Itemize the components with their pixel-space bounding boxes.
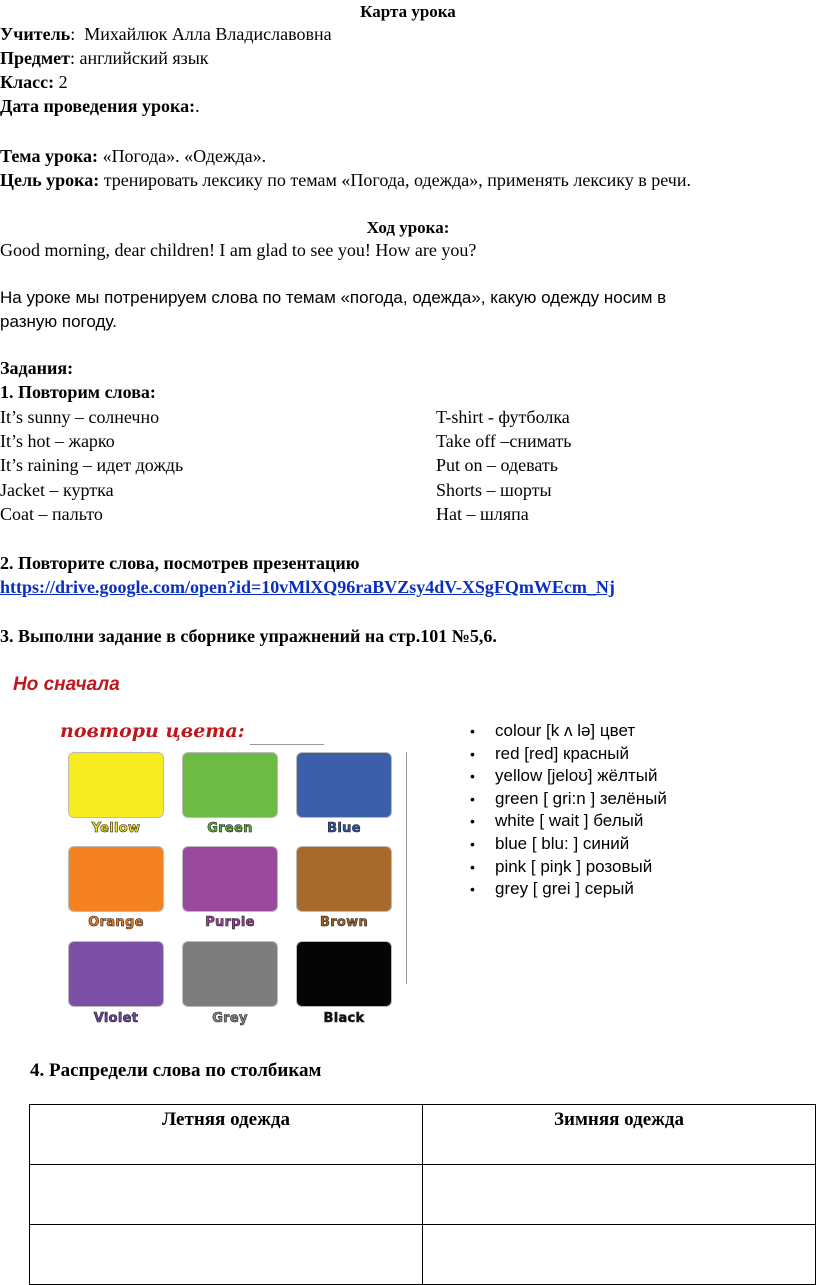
- clothes-table: [29, 1104, 816, 1285]
- teacher-line: Учитель: Михайлюк Алла Владиславовна: [0, 24, 332, 44]
- swatch-label-violet: Violet: [93, 1011, 139, 1026]
- teacher-label: Учитель: [0, 24, 71, 44]
- vocab-left-item: Jacket – куртка: [0, 480, 114, 500]
- color-word: yellow [jeloʊ] жёлтый: [495, 766, 658, 786]
- class-label: Класс:: [0, 72, 55, 92]
- bullet-icon: •: [470, 745, 475, 762]
- swatch-purple: [182, 846, 278, 912]
- date-value: .: [195, 96, 200, 116]
- page-title: Карта урока: [360, 2, 456, 21]
- date-line: [0, 96, 200, 117]
- color-word: grey [ grei ] серый: [495, 879, 634, 899]
- table-cell[interactable]: [423, 1225, 816, 1285]
- vocab-left-item: Coat – пальто: [0, 504, 103, 524]
- table-row: [30, 1225, 816, 1285]
- task2-heading: 2. Повторите слова, посмотрев презентацию: [0, 553, 360, 573]
- swatch-yellow: [68, 752, 164, 818]
- swatch-black: [296, 941, 392, 1007]
- table-row: [30, 1165, 816, 1225]
- topic-line: [0, 146, 266, 167]
- swatch-label-purple: Purple: [205, 915, 255, 930]
- list-item: [470, 720, 667, 743]
- vocab-left-item: It’s hot – жарко: [0, 431, 115, 451]
- swatch-orange: [68, 846, 164, 912]
- vocab-right-item: T-shirt - футболка: [436, 407, 570, 427]
- goal-line: [0, 170, 691, 191]
- subject-line: Предмет: английский язык: [0, 48, 209, 68]
- task3-heading: 3. Выполни задание в сборнике упражнений на стр.101 №5,6.: [0, 626, 497, 646]
- bullet-icon: •: [470, 790, 475, 807]
- heading-underline-divider: [250, 744, 324, 745]
- swatch-label-green: Green: [207, 821, 253, 836]
- class-value: 2: [58, 72, 68, 92]
- table-header-winter: Зимняя одежда: [423, 1105, 816, 1165]
- swatch-blue: [296, 752, 392, 818]
- goal-value: тренировать лексику по темам «Погода, одежда», применять лексику в речи.: [103, 170, 691, 190]
- swatch-green: [182, 752, 278, 818]
- color-words-list: [470, 720, 667, 901]
- color-word: pink [ piŋk ] розовый: [495, 856, 653, 876]
- color-word: blue [ blu: ] синий: [495, 833, 630, 853]
- task4-heading: 4. Распредели слова по столбикам: [30, 1060, 322, 1081]
- color-word: white [ wait ] белый: [495, 811, 644, 831]
- table-cell[interactable]: [423, 1165, 816, 1225]
- swatch-label-brown: Brown: [319, 915, 368, 930]
- swatch-label-black: Black: [323, 1011, 365, 1026]
- bullet-icon: •: [470, 768, 475, 785]
- bullet-icon: •: [470, 835, 475, 852]
- bullet-icon: •: [470, 881, 475, 898]
- table-cell[interactable]: [30, 1165, 423, 1225]
- topic-value: «Погода». «Одежда».: [102, 146, 267, 166]
- swatch-label-blue: Blue: [327, 821, 361, 836]
- panel-right-divider: [406, 752, 407, 984]
- list-item: [470, 833, 667, 856]
- vocab-right-item: Take off –снимать: [436, 431, 572, 451]
- intro-line-2: разную погоду.: [0, 312, 117, 331]
- color-word: colour [k ʌ lə] цвет: [495, 721, 636, 740]
- list-item: [470, 788, 667, 811]
- table-header-summer: Летняя одежда: [30, 1105, 423, 1165]
- color-word: green [ gri:n ] зелёный: [495, 788, 667, 808]
- swatch-label-grey: Grey: [212, 1011, 248, 1026]
- goal-label: Цель урока:: [0, 170, 100, 190]
- subject-label: Предмет: [0, 48, 70, 68]
- table-cell[interactable]: [30, 1225, 423, 1285]
- class-line: [0, 72, 68, 93]
- teacher-value: Михайлюк Алла Владиславовна: [84, 24, 332, 44]
- vocab-right-item: Shorts – шорты: [436, 480, 552, 500]
- bullet-icon: •: [470, 723, 475, 739]
- vocab-right-item: Hat – шляпа: [436, 504, 529, 524]
- list-item: [470, 743, 667, 766]
- date-label: Дата проведения урока:: [0, 96, 196, 116]
- list-item: [470, 765, 667, 788]
- bullet-icon: •: [470, 858, 475, 875]
- list-item: [470, 810, 667, 833]
- colors-panel-heading: повтори цвета:: [60, 720, 245, 742]
- swatch-label-yellow: Yellow: [91, 821, 141, 836]
- subject-value: английский язык: [79, 48, 209, 68]
- task1-heading: 1. Повторим слова:: [0, 382, 156, 402]
- greeting: Good morning, dear children! I am glad to see you! How are you?: [0, 240, 477, 260]
- presentation-link[interactable]: https://drive.google.com/open?id=10vMlXQ96raBVZsy4dV-XSgFQmWEcm_Nj: [0, 577, 615, 597]
- color-word: red [red] красный: [495, 743, 629, 763]
- bullet-icon: •: [470, 813, 475, 830]
- course-heading: Ход урока:: [366, 218, 450, 237]
- table-header-row: [30, 1105, 816, 1165]
- swatch-violet: [68, 941, 164, 1007]
- swatch-grey: [182, 941, 278, 1007]
- tasks-heading: Задания:: [0, 358, 74, 378]
- topic-label: Тема урока:: [0, 146, 99, 166]
- intro-line-1: На уроке мы потренируем слова по темам «погода, одежда», какую одежду носим в: [0, 288, 667, 307]
- list-item: [470, 856, 667, 879]
- first-note: Но сначала: [13, 674, 120, 695]
- vocab-left-item: It’s raining – идет дождь: [0, 455, 184, 475]
- swatch-label-orange: Orange: [88, 915, 144, 930]
- vocab-left-item: It’s sunny – солнечно: [0, 407, 160, 427]
- list-item: [470, 878, 667, 901]
- vocab-right-item: Put on – одевать: [436, 455, 559, 475]
- swatch-brown: [296, 846, 392, 912]
